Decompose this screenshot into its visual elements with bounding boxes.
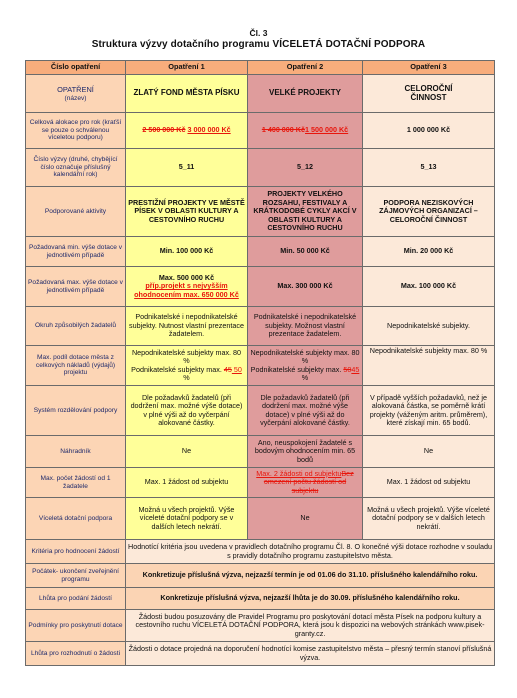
document-title: Struktura výzvy dotačního programu VÍCELETÁ DOTAČNÍ PODPORA	[91, 39, 426, 50]
label-deadline: Lhůta pro podání žádostí	[26, 588, 126, 610]
substitute-m1: Ne	[126, 436, 248, 468]
program-structure-table	[25, 60, 495, 666]
label-criteria: Kritéria pro hodnocení žádostí	[26, 540, 126, 564]
share-m2: Nepodnikatelské subjekty max. 80 % Podnikatelské subjekty max. 5045 %	[248, 346, 363, 386]
min-m3: Min. 20 000 Kč	[363, 237, 495, 267]
period-text: Konkretizuje příslušná výzva, nejzazší termín je od 01.06 do 31.10. příslušného kalendářního roku.	[126, 564, 495, 588]
header-measure-1: Opatření 1	[126, 61, 248, 75]
conditions-text: Žádosti budou posuzovány dle Pravidel Programu pro poskytování dotací města Písek na podporu kultury a cestovního ruchu VÍCELETÁ DOTAČNÍ PODPORA, která jsou k dispozici na webových stránkách www.pisek-granty.cz.	[126, 610, 495, 642]
label-decision: Lhůta pro rozhodnutí o žádosti	[26, 642, 126, 666]
criteria-text: Hodnotící kritéria jsou uvedena v pravidlech dotačního programu Čl. 8. O konečné výši dotace rozhodne v souladu s pravidly dotačního programu zastupitelstvo města.	[126, 540, 495, 564]
label-min-amount: Požadovaná min. výše dotace v jednotlivém případě	[26, 237, 126, 267]
row-deadline	[26, 588, 495, 610]
applicants-m3: Nepodnikatelské subjekty.	[363, 307, 495, 346]
row-max-share	[26, 346, 495, 386]
label-max-amount: Požadovaná max. výše dotace v jednotlivém případě	[26, 267, 126, 307]
max-m1: Max. 500 000 Kč příp.projekt s nejvyšším ohodnocením max. 650 000 Kč	[126, 267, 248, 307]
label-applicants: Okruh způsobilých žadatelů	[26, 307, 126, 346]
row-max-applications	[26, 468, 495, 498]
label-conditions: Podmínky pro poskytnutí dotace	[26, 610, 126, 642]
row-conditions	[26, 610, 495, 642]
alloc-m2: 1 400 000 Kč1 500 000 Kč	[248, 113, 363, 149]
name-m2: VELKÉ PROJEKTY	[248, 75, 363, 113]
header-measure-2: Opatření 2	[248, 61, 363, 75]
max-m2: Max. 300 000 Kč	[248, 267, 363, 307]
name-m3: CELOROČNÍ ČINNOST	[363, 75, 495, 113]
row-max-amount	[26, 267, 495, 307]
activities-m2: PROJEKTY VELKÉHO ROZSAHU, FESTIVALY A KRÁTKODOBÉ CYKLY AKCÍ V OBLASTI KULTURY A CESTOVNÍHO RUCHU	[248, 187, 363, 237]
row-multiyear-support	[26, 498, 495, 540]
activities-m3: PODPORA NEZISKOVÝCH ZÁJMOVÝCH ORGANIZACÍ – CELOROČNÍ ČINNOST	[363, 187, 495, 237]
multiyear-m2: Ne	[248, 498, 363, 540]
count-m3: Max. 1 žádost od subjektu	[363, 468, 495, 498]
label-publication-period: Počátek- ukončení zveřejnění programu	[26, 564, 126, 588]
header-row	[26, 61, 495, 75]
count-m2: Max. 2 žádosti od subjektuBez omezení počtu žádostí od subjektu	[248, 468, 363, 498]
name-m1: ZLATÝ FOND MĚSTA PÍSKU	[126, 75, 248, 113]
label-name: OPATŘENÍ (název)	[26, 75, 126, 113]
multiyear-m1: Možná u všech projektů. Výše víceleté dotační podpory se v dalších letech nekrátí.	[126, 498, 248, 540]
applicants-m2: Podnikatelské i nepodnikatelské subjekty. Možnost vlastní prezentace žadatelem.	[248, 307, 363, 346]
row-decision	[26, 642, 495, 666]
max-m3: Max. 100 000 Kč	[363, 267, 495, 307]
row-publication-period	[26, 564, 495, 588]
label-max-applications: Max. počet žádostí od 1 žadatele	[26, 468, 126, 498]
deadline-text: Konkretizuje příslušná výzva, nejzazší lhůta je do 30.09. příslušného kalendářního roku.	[126, 588, 495, 610]
substitute-m2: Ano, neuspokojení žadatelé s bodovým ohodnocením min. 65 bodů	[248, 436, 363, 468]
row-activities	[26, 187, 495, 237]
count-m1: Max. 1 žádost od subjektu	[126, 468, 248, 498]
min-m1: Min. 100 000 Kč	[126, 237, 248, 267]
row-call-number	[26, 149, 495, 187]
substitute-m3: Ne	[363, 436, 495, 468]
alloc-m3: 1 000 000 Kč	[363, 113, 495, 149]
share-m1: Nepodnikatelské subjekty max. 80 % Podnikatelské subjekty max. 45 50 %	[126, 346, 248, 386]
header-measure-3: Opatření 3	[363, 61, 495, 75]
decision-text: Žádosti o dotace projedná na doporučení hodnotící komise zastupitelstvo města – přesný termín stanoví příslušná výzva.	[126, 642, 495, 666]
system-m2: Dle požadavků žadatelů (při dodržení max. možné výše dotace) v plné výši až do vyčerpání alokované částky.	[248, 386, 363, 436]
min-m2: Min. 50 000 Kč	[248, 237, 363, 267]
label-distribution-system: Systém rozdělování podpory	[26, 386, 126, 436]
alloc-m1: 2 500 000 Kč 3 000 000 Kč	[126, 113, 248, 149]
row-distribution-system	[26, 386, 495, 436]
label-call-number: Číslo výzvy (druhé, chybějící číslo označuje příslušný kalendářní rok)	[26, 149, 126, 187]
applicants-m1: Podnikatelské i nepodnikatelské subjekty. Nutnost vlastní prezentace žadatelem.	[126, 307, 248, 346]
code-m2: 5_12	[248, 149, 363, 187]
system-m3: V případě vyšších požadavků, než je alokovaná částka, se poměrně krátí projekty (váženým aritm. průměrem), které získají min. 65 bodů.	[363, 386, 495, 436]
row-substitute	[26, 436, 495, 468]
share-m3: Nepodnikatelské subjekty max. 80 %	[363, 346, 495, 386]
article-number: Čl. 3	[249, 28, 268, 38]
row-criteria	[26, 540, 495, 564]
row-allocation	[26, 113, 495, 149]
activities-m1: PRESTIŽNÍ PROJEKTY VE MĚSTĚ PÍSEK V OBLASTI KULTURY A CESTOVNÍHO RUCHU	[126, 187, 248, 237]
system-m1: Dle požadavků žadatelů (při dodržení max. možné výše dotace) v plné výši až do vyčerpání alokované částky.	[126, 386, 248, 436]
label-multiyear-support: Víceletá dotační podpora	[26, 498, 126, 540]
label-activities: Podporované aktivity	[26, 187, 126, 237]
row-applicants	[26, 307, 495, 346]
header-label: Číslo opatření	[26, 61, 126, 75]
multiyear-m3: Možná u všech projektů. Výše víceleté dotační podpory se v dalších letech nekrátí.	[363, 498, 495, 540]
row-min-amount	[26, 237, 495, 267]
label-allocation: Celková alokace pro rok (kraťší se pouze o schválenou víceletou podporu)	[26, 113, 126, 149]
label-max-share: Max. podíl dotace města z celkových nákladů (výdajů) projektu	[26, 346, 126, 386]
row-name	[26, 75, 495, 113]
code-m1: 5_11	[126, 149, 248, 187]
label-substitute: Náhradník	[26, 436, 126, 468]
code-m3: 5_13	[363, 149, 495, 187]
